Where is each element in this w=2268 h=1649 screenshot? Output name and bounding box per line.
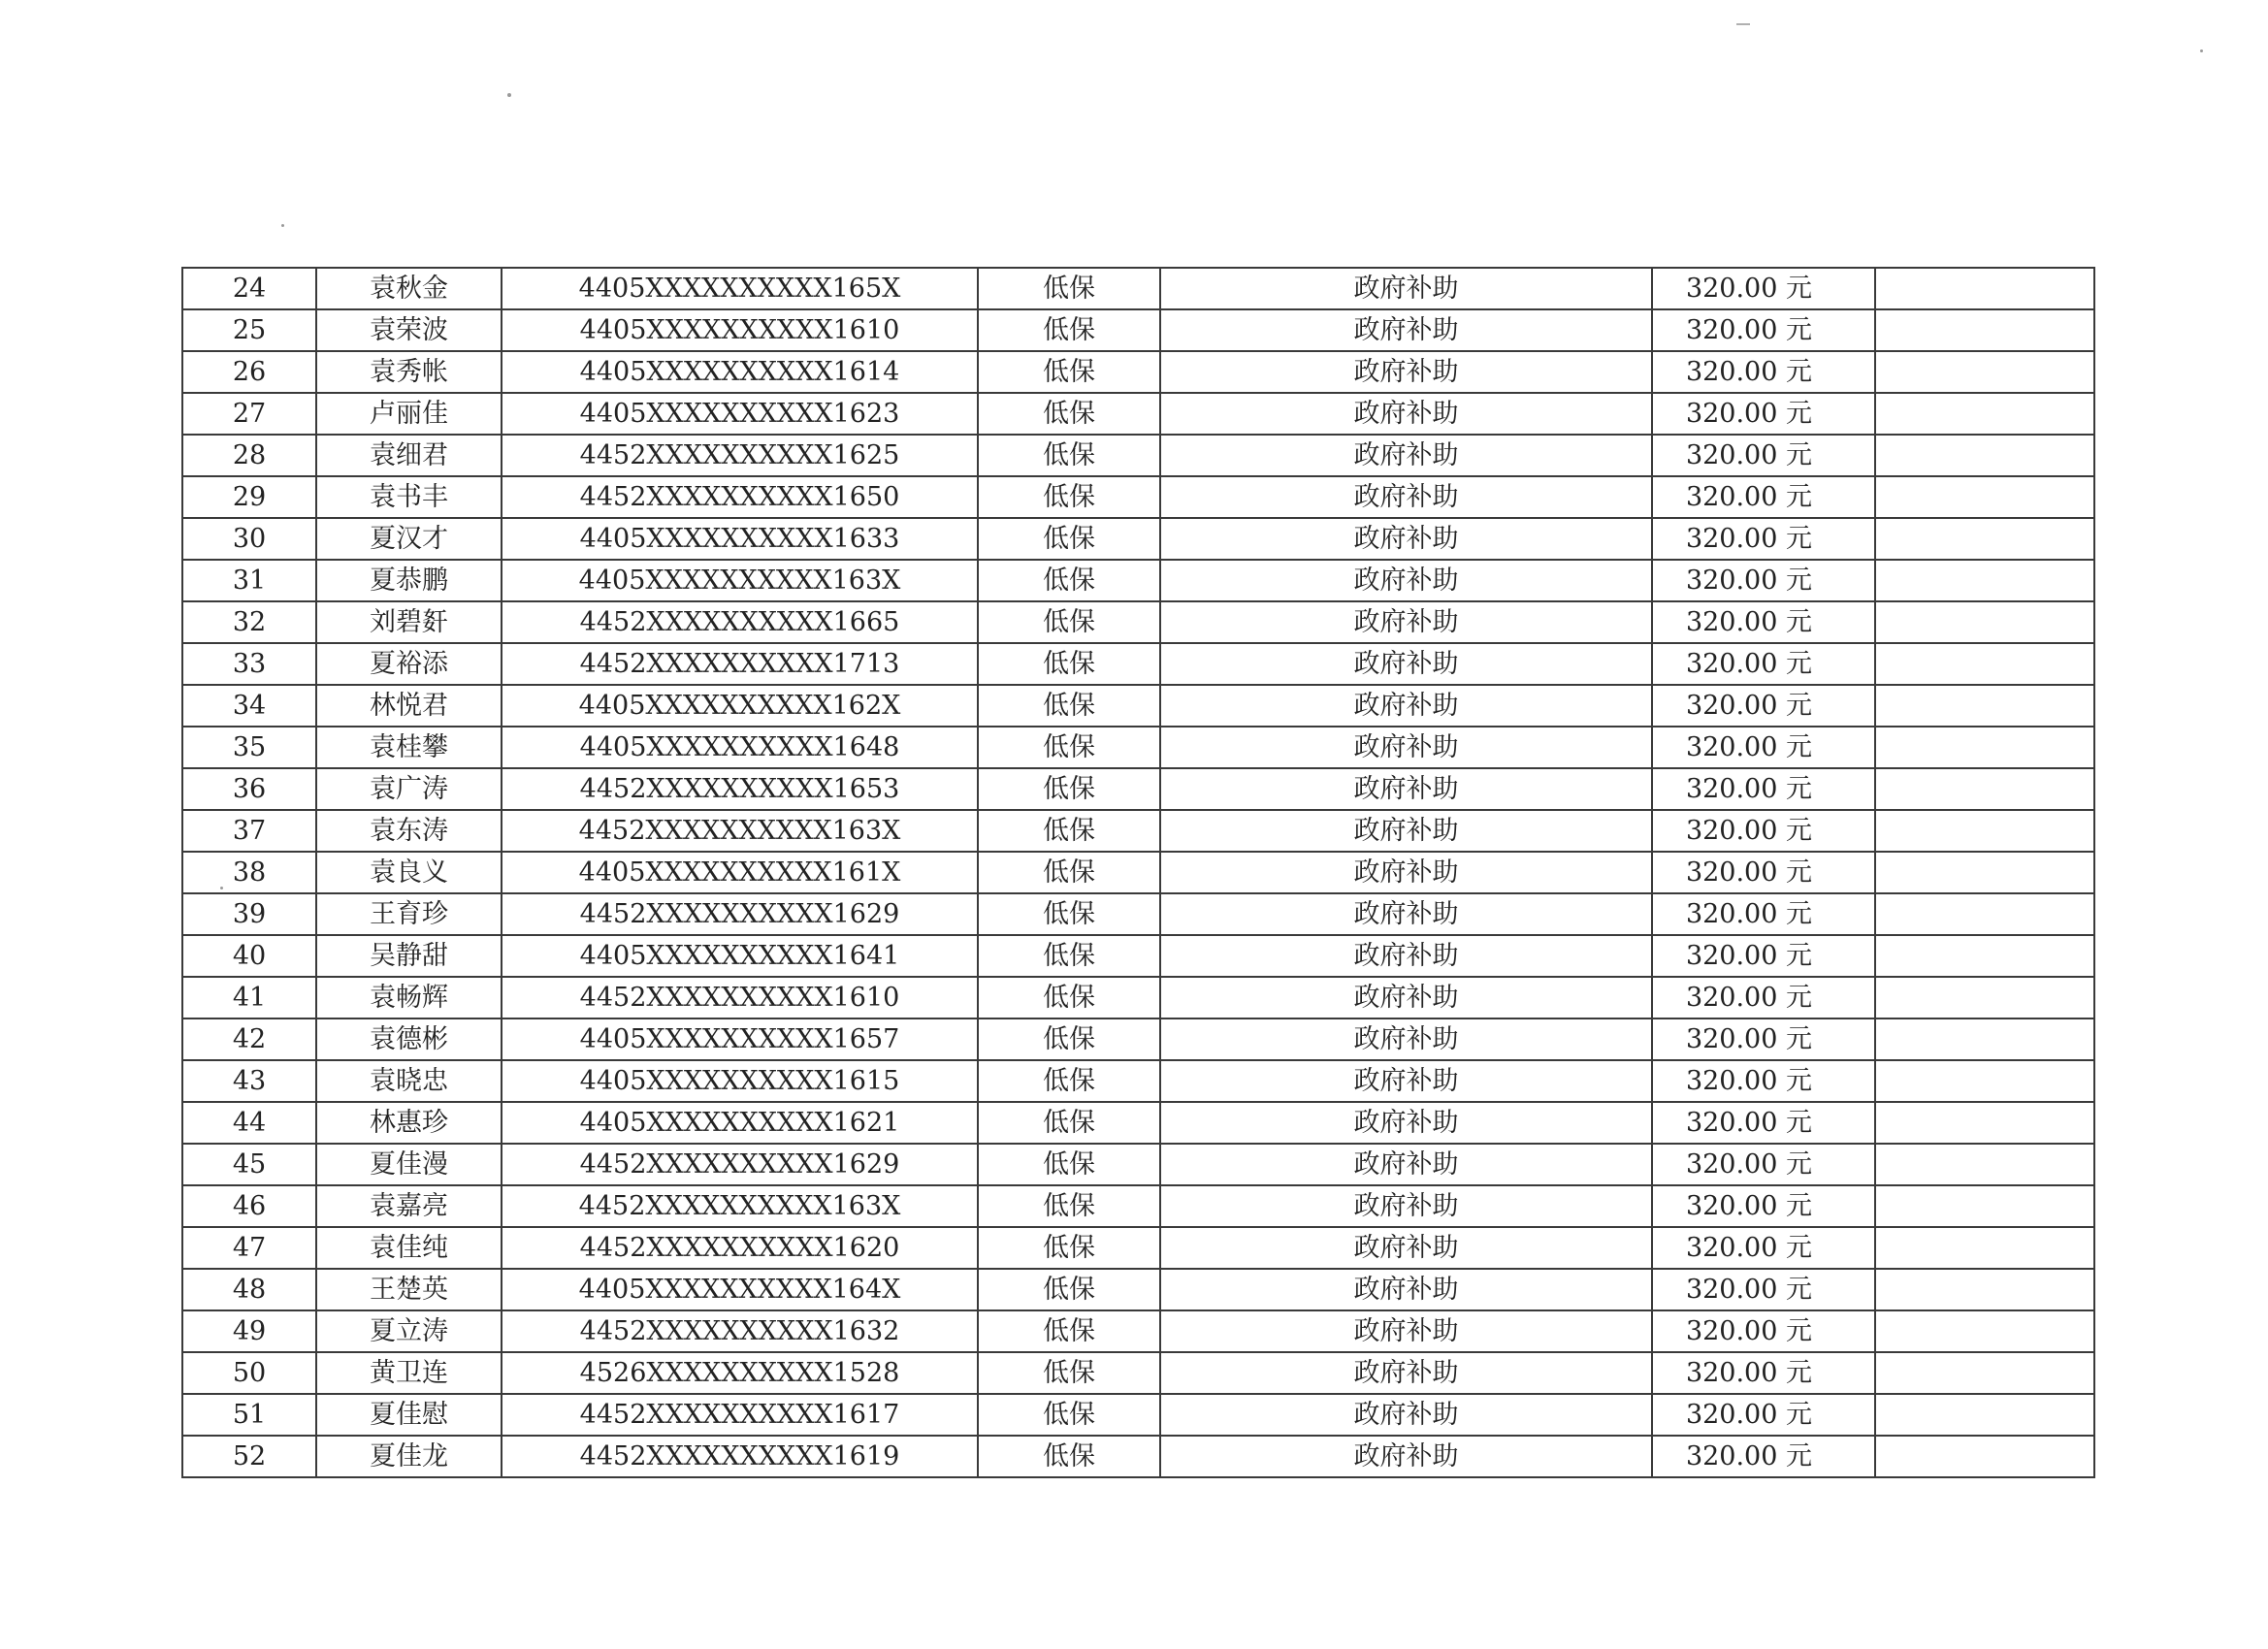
- row-number-cell: 39: [182, 893, 316, 935]
- row-number-cell: 47: [182, 1227, 316, 1269]
- name-cell: 夏裕添: [316, 643, 502, 685]
- amount-cell: 320.00 元: [1652, 518, 1875, 560]
- table-row: [182, 518, 2094, 560]
- subsidy-type-cell: 政府补助: [1160, 935, 1652, 977]
- subsidy-type-cell: 政府补助: [1160, 1185, 1652, 1227]
- amount-cell: 320.00 元: [1652, 685, 1875, 727]
- remark-cell: [1875, 1144, 2094, 1185]
- subsidy-type-cell: 政府补助: [1160, 1269, 1652, 1310]
- amount-cell: 320.00 元: [1652, 977, 1875, 1018]
- table-row: [182, 810, 2094, 852]
- amount-cell: 320.00 元: [1652, 560, 1875, 601]
- row-number-cell: 38: [182, 852, 316, 893]
- remark-cell: [1875, 1394, 2094, 1436]
- row-number-cell: 52: [182, 1436, 316, 1477]
- row-number-cell: 51: [182, 1394, 316, 1436]
- name-cell: 夏佳龙: [316, 1436, 502, 1477]
- id-number-cell: 4452XXXXXXXXXX1617: [502, 1394, 978, 1436]
- id-number-cell: 4405XXXXXXXXXX163X: [502, 560, 978, 601]
- remark-cell: [1875, 643, 2094, 685]
- table-row: [182, 893, 2094, 935]
- amount-cell: 320.00 元: [1652, 1144, 1875, 1185]
- id-number-cell: 4405XXXXXXXXXX161X: [502, 852, 978, 893]
- remark-cell: [1875, 1227, 2094, 1269]
- subsidy-type-cell: 政府补助: [1160, 1352, 1652, 1394]
- category-cell: 低保: [978, 1310, 1160, 1352]
- remark-cell: [1875, 560, 2094, 601]
- row-number-cell: 31: [182, 560, 316, 601]
- amount-cell: 320.00 元: [1652, 351, 1875, 393]
- subsidy-type-cell: 政府补助: [1160, 268, 1652, 309]
- row-number-cell: 41: [182, 977, 316, 1018]
- subsidy-type-cell: 政府补助: [1160, 1144, 1652, 1185]
- category-cell: 低保: [978, 977, 1160, 1018]
- table-row: [182, 435, 2094, 476]
- table-row: [182, 1060, 2094, 1102]
- amount-cell: 320.00 元: [1652, 1185, 1875, 1227]
- name-cell: 林惠珍: [316, 1102, 502, 1144]
- row-number-cell: 32: [182, 601, 316, 643]
- id-number-cell: 4405XXXXXXXXXX1657: [502, 1018, 978, 1060]
- subsidy-type-cell: 政府补助: [1160, 768, 1652, 810]
- name-cell: 王育珍: [316, 893, 502, 935]
- name-cell: 刘碧姧: [316, 601, 502, 643]
- table-row: [182, 351, 2094, 393]
- id-number-cell: 4452XXXXXXXXXX163X: [502, 810, 978, 852]
- name-cell: 袁秀帐: [316, 351, 502, 393]
- table-row: [182, 560, 2094, 601]
- row-number-cell: 28: [182, 435, 316, 476]
- subsidy-type-cell: 政府补助: [1160, 1102, 1652, 1144]
- subsidy-type-cell: 政府补助: [1160, 643, 1652, 685]
- table-row: [182, 977, 2094, 1018]
- name-cell: 袁德彬: [316, 1018, 502, 1060]
- name-cell: 袁荣波: [316, 309, 502, 351]
- row-number-cell: 37: [182, 810, 316, 852]
- category-cell: 低保: [978, 810, 1160, 852]
- subsidy-type-cell: 政府补助: [1160, 977, 1652, 1018]
- name-cell: 夏佳漫: [316, 1144, 502, 1185]
- amount-cell: 320.00 元: [1652, 935, 1875, 977]
- subsidy-type-cell: 政府补助: [1160, 476, 1652, 518]
- remark-cell: [1875, 727, 2094, 768]
- name-cell: 夏立涛: [316, 1310, 502, 1352]
- row-number-cell: 26: [182, 351, 316, 393]
- name-cell: 袁嘉亮: [316, 1185, 502, 1227]
- id-number-cell: 4405XXXXXXXXXX1623: [502, 393, 978, 435]
- row-number-cell: 42: [182, 1018, 316, 1060]
- table-row: [182, 643, 2094, 685]
- row-number-cell: 45: [182, 1144, 316, 1185]
- table-row: [182, 601, 2094, 643]
- subsidy-type-cell: 政府补助: [1160, 435, 1652, 476]
- remark-cell: [1875, 518, 2094, 560]
- table-row: [182, 1394, 2094, 1436]
- remark-cell: [1875, 393, 2094, 435]
- name-cell: 袁良义: [316, 852, 502, 893]
- amount-cell: 320.00 元: [1652, 1102, 1875, 1144]
- remark-cell: [1875, 1352, 2094, 1394]
- id-number-cell: 4405XXXXXXXXXX1614: [502, 351, 978, 393]
- name-cell: 夏佳慰: [316, 1394, 502, 1436]
- category-cell: 低保: [978, 1436, 1160, 1477]
- table-row: [182, 727, 2094, 768]
- table-row: [182, 685, 2094, 727]
- table-row: [182, 852, 2094, 893]
- remark-cell: [1875, 309, 2094, 351]
- row-number-cell: 50: [182, 1352, 316, 1394]
- amount-cell: 320.00 元: [1652, 643, 1875, 685]
- table-row: [182, 309, 2094, 351]
- amount-cell: 320.00 元: [1652, 893, 1875, 935]
- subsidy-type-cell: 政府补助: [1160, 727, 1652, 768]
- table-row: [182, 1102, 2094, 1144]
- amount-cell: 320.00 元: [1652, 1310, 1875, 1352]
- id-number-cell: 4405XXXXXXXXXX1621: [502, 1102, 978, 1144]
- row-number-cell: 30: [182, 518, 316, 560]
- id-number-cell: 4405XXXXXXXXXX164X: [502, 1269, 978, 1310]
- id-number-cell: 4452XXXXXXXXXX1629: [502, 1144, 978, 1185]
- scan-speck: [1736, 23, 1750, 25]
- remark-cell: [1875, 1310, 2094, 1352]
- category-cell: 低保: [978, 1269, 1160, 1310]
- table-row: [182, 935, 2094, 977]
- table-row: [182, 1310, 2094, 1352]
- category-cell: 低保: [978, 893, 1160, 935]
- row-number-cell: 34: [182, 685, 316, 727]
- id-number-cell: 4452XXXXXXXXXX1665: [502, 601, 978, 643]
- remark-cell: [1875, 601, 2094, 643]
- id-number-cell: 4405XXXXXXXXXX1633: [502, 518, 978, 560]
- name-cell: 袁晓忠: [316, 1060, 502, 1102]
- subsidy-type-cell: 政府补助: [1160, 1018, 1652, 1060]
- category-cell: 低保: [978, 601, 1160, 643]
- remark-cell: [1875, 1269, 2094, 1310]
- subsidy-type-cell: 政府补助: [1160, 1394, 1652, 1436]
- table-row: [182, 1227, 2094, 1269]
- row-number-cell: 24: [182, 268, 316, 309]
- scan-speck: [281, 224, 284, 227]
- category-cell: 低保: [978, 1060, 1160, 1102]
- name-cell: 林悦君: [316, 685, 502, 727]
- amount-cell: 320.00 元: [1652, 1269, 1875, 1310]
- category-cell: 低保: [978, 1144, 1160, 1185]
- amount-cell: 320.00 元: [1652, 727, 1875, 768]
- category-cell: 低保: [978, 476, 1160, 518]
- amount-cell: 320.00 元: [1652, 1394, 1875, 1436]
- remark-cell: [1875, 935, 2094, 977]
- subsidy-type-cell: 政府补助: [1160, 685, 1652, 727]
- remark-cell: [1875, 1018, 2094, 1060]
- name-cell: 袁桂攀: [316, 727, 502, 768]
- subsidy-type-cell: 政府补助: [1160, 1227, 1652, 1269]
- id-number-cell: 4452XXXXXXXXXX1610: [502, 977, 978, 1018]
- amount-cell: 320.00 元: [1652, 268, 1875, 309]
- amount-cell: 320.00 元: [1652, 1352, 1875, 1394]
- table-row: [182, 476, 2094, 518]
- row-number-cell: 25: [182, 309, 316, 351]
- amount-cell: 320.00 元: [1652, 476, 1875, 518]
- subsidy-type-cell: 政府补助: [1160, 1060, 1652, 1102]
- row-number-cell: 48: [182, 1269, 316, 1310]
- table-row: [182, 1144, 2094, 1185]
- category-cell: 低保: [978, 852, 1160, 893]
- category-cell: 低保: [978, 727, 1160, 768]
- table-row: [182, 393, 2094, 435]
- amount-cell: 320.00 元: [1652, 768, 1875, 810]
- category-cell: 低保: [978, 1227, 1160, 1269]
- amount-cell: 320.00 元: [1652, 810, 1875, 852]
- amount-cell: 320.00 元: [1652, 1018, 1875, 1060]
- amount-cell: 320.00 元: [1652, 309, 1875, 351]
- scan-speck: [2200, 49, 2203, 52]
- name-cell: 袁畅辉: [316, 977, 502, 1018]
- amount-cell: 320.00 元: [1652, 852, 1875, 893]
- id-number-cell: 4452XXXXXXXXXX163X: [502, 1185, 978, 1227]
- subsidy-type-cell: 政府补助: [1160, 852, 1652, 893]
- table-row: [182, 768, 2094, 810]
- name-cell: 袁广涛: [316, 768, 502, 810]
- name-cell: 袁书丰: [316, 476, 502, 518]
- id-number-cell: 4452XXXXXXXXXX1632: [502, 1310, 978, 1352]
- name-cell: 夏恭鹏: [316, 560, 502, 601]
- id-number-cell: 4405XXXXXXXXXX1641: [502, 935, 978, 977]
- name-cell: 袁佳纯: [316, 1227, 502, 1269]
- remark-cell: [1875, 1436, 2094, 1477]
- subsidy-type-cell: 政府补助: [1160, 601, 1652, 643]
- table-row: [182, 268, 2094, 309]
- table-row: [182, 1185, 2094, 1227]
- amount-cell: 320.00 元: [1652, 435, 1875, 476]
- category-cell: 低保: [978, 1185, 1160, 1227]
- row-number-cell: 43: [182, 1060, 316, 1102]
- remark-cell: [1875, 810, 2094, 852]
- table-row: [182, 1018, 2094, 1060]
- remark-cell: [1875, 893, 2094, 935]
- table-row: [182, 1269, 2094, 1310]
- id-number-cell: 4452XXXXXXXXXX1629: [502, 893, 978, 935]
- remark-cell: [1875, 268, 2094, 309]
- remark-cell: [1875, 1185, 2094, 1227]
- subsidy-type-cell: 政府补助: [1160, 560, 1652, 601]
- category-cell: 低保: [978, 643, 1160, 685]
- table-row: [182, 1436, 2094, 1477]
- name-cell: 王楚英: [316, 1269, 502, 1310]
- remark-cell: [1875, 476, 2094, 518]
- category-cell: 低保: [978, 1102, 1160, 1144]
- id-number-cell: 4405XXXXXXXXXX1615: [502, 1060, 978, 1102]
- amount-cell: 320.00 元: [1652, 1227, 1875, 1269]
- category-cell: 低保: [978, 685, 1160, 727]
- row-number-cell: 35: [182, 727, 316, 768]
- amount-cell: 320.00 元: [1652, 393, 1875, 435]
- row-number-cell: 33: [182, 643, 316, 685]
- category-cell: 低保: [978, 1018, 1160, 1060]
- id-number-cell: 4452XXXXXXXXXX1650: [502, 476, 978, 518]
- row-number-cell: 36: [182, 768, 316, 810]
- id-number-cell: 4452XXXXXXXXXX1620: [502, 1227, 978, 1269]
- name-cell: 卢丽佳: [316, 393, 502, 435]
- id-number-cell: 4405XXXXXXXXXX165X: [502, 268, 978, 309]
- remark-cell: [1875, 852, 2094, 893]
- id-number-cell: 4526XXXXXXXXXX1528: [502, 1352, 978, 1394]
- subsidy-type-cell: 政府补助: [1160, 309, 1652, 351]
- remark-cell: [1875, 685, 2094, 727]
- row-number-cell: 49: [182, 1310, 316, 1352]
- name-cell: 黄卫连: [316, 1352, 502, 1394]
- remark-cell: [1875, 1102, 2094, 1144]
- category-cell: 低保: [978, 768, 1160, 810]
- scan-speck: [507, 93, 511, 97]
- id-number-cell: 4452XXXXXXXXXX1713: [502, 643, 978, 685]
- id-number-cell: 4405XXXXXXXXXX162X: [502, 685, 978, 727]
- name-cell: 袁东涛: [316, 810, 502, 852]
- subsidy-type-cell: 政府补助: [1160, 810, 1652, 852]
- subsidy-type-cell: 政府补助: [1160, 1310, 1652, 1352]
- subsidy-type-cell: 政府补助: [1160, 393, 1652, 435]
- name-cell: 吴静甜: [316, 935, 502, 977]
- name-cell: 袁秋金: [316, 268, 502, 309]
- row-number-cell: 44: [182, 1102, 316, 1144]
- category-cell: 低保: [978, 1352, 1160, 1394]
- category-cell: 低保: [978, 560, 1160, 601]
- amount-cell: 320.00 元: [1652, 601, 1875, 643]
- id-number-cell: 4405XXXXXXXXXX1610: [502, 309, 978, 351]
- id-number-cell: 4452XXXXXXXXXX1625: [502, 435, 978, 476]
- amount-cell: 320.00 元: [1652, 1436, 1875, 1477]
- row-number-cell: 29: [182, 476, 316, 518]
- id-number-cell: 4452XXXXXXXXXX1619: [502, 1436, 978, 1477]
- remark-cell: [1875, 435, 2094, 476]
- category-cell: 低保: [978, 309, 1160, 351]
- remark-cell: [1875, 768, 2094, 810]
- row-number-cell: 46: [182, 1185, 316, 1227]
- remark-cell: [1875, 351, 2094, 393]
- row-number-cell: 40: [182, 935, 316, 977]
- category-cell: 低保: [978, 518, 1160, 560]
- amount-cell: 320.00 元: [1652, 1060, 1875, 1102]
- remark-cell: [1875, 977, 2094, 1018]
- category-cell: 低保: [978, 435, 1160, 476]
- category-cell: 低保: [978, 935, 1160, 977]
- category-cell: 低保: [978, 393, 1160, 435]
- subsidy-type-cell: 政府补助: [1160, 518, 1652, 560]
- subsidy-type-cell: 政府补助: [1160, 351, 1652, 393]
- name-cell: 袁细君: [316, 435, 502, 476]
- id-number-cell: 4405XXXXXXXXXX1648: [502, 727, 978, 768]
- row-number-cell: 27: [182, 393, 316, 435]
- category-cell: 低保: [978, 268, 1160, 309]
- id-number-cell: 4452XXXXXXXXXX1653: [502, 768, 978, 810]
- record-table: [181, 267, 2095, 1478]
- subsidy-type-cell: 政府补助: [1160, 893, 1652, 935]
- subsidy-type-cell: 政府补助: [1160, 1436, 1652, 1477]
- category-cell: 低保: [978, 351, 1160, 393]
- remark-cell: [1875, 1060, 2094, 1102]
- category-cell: 低保: [978, 1394, 1160, 1436]
- table-body: [182, 268, 2094, 1477]
- table-row: [182, 1352, 2094, 1394]
- name-cell: 夏汉才: [316, 518, 502, 560]
